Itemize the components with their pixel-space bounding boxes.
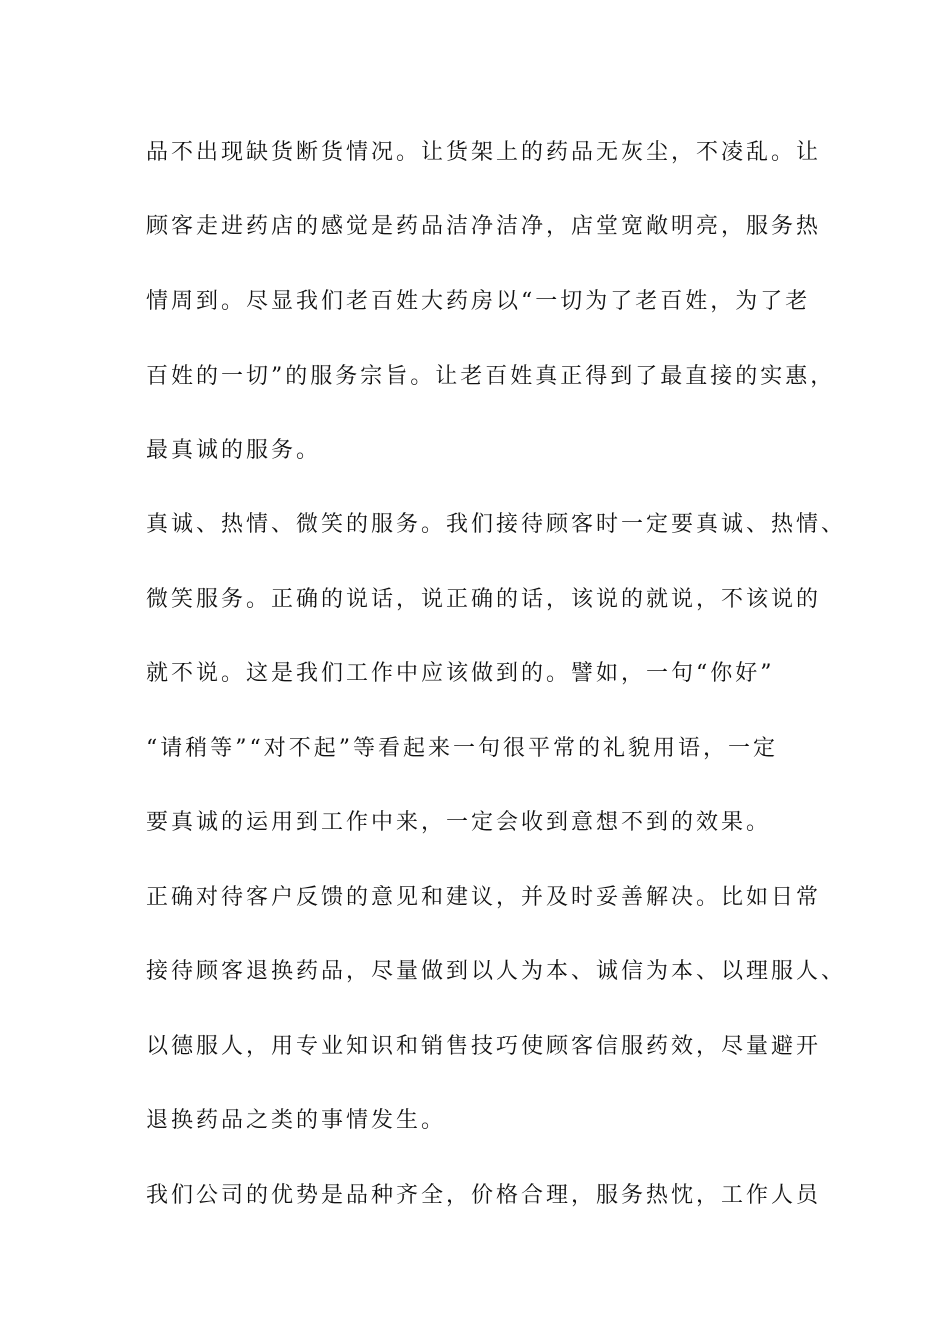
- text-line: “请稍等”“对不起”等看起来一句很平常的礼貌用语，一定: [146, 736, 778, 761]
- text-line: 以德服人，用专业知识和销售技巧使顾客信服药效，尽量避开: [146, 1034, 822, 1059]
- text-line: 百姓的一切”的服务宗旨。让老百姓真正得到了最直接的实惠，: [146, 364, 836, 389]
- text-line: 最真诚的服务。: [146, 438, 322, 463]
- text-line: 品不出现缺货断货情况。让货架上的药品无灰尘，不凌乱。让: [146, 140, 822, 165]
- text-line: 要真诚的运用到工作中来，一定会收到意想不到的效果。: [146, 810, 772, 835]
- text-line: 退换药品之类的事情发生。: [146, 1108, 447, 1133]
- text-line: 接待顾客退换药品，尽量做到以人为本、诚信为本、以理服人、: [146, 959, 847, 984]
- text-line: 我们公司的优势是品种齐全，价格合理，服务热忱，工作人员: [146, 1183, 822, 1208]
- text-line: 顾客走进药店的感觉是药品洁净洁净，店堂宽敞明亮，服务热: [146, 214, 822, 239]
- text-line: 情周到。尽显我们老百姓大药房以“一切为了老百姓，为了老: [146, 289, 811, 314]
- text-line: 正确对待客户反馈的意见和建议，并及时妥善解决。比如日常: [146, 885, 822, 910]
- text-line: 真诚、热情、微笑的服务。我们接待顾客时一定要真诚、热情、: [146, 512, 847, 537]
- text-line: 就不说。这是我们工作中应该做到的。譬如，一句“你好”: [146, 661, 775, 686]
- text-line: 微笑服务。正确的说话，说正确的话，该说的就说，不该说的: [146, 587, 822, 612]
